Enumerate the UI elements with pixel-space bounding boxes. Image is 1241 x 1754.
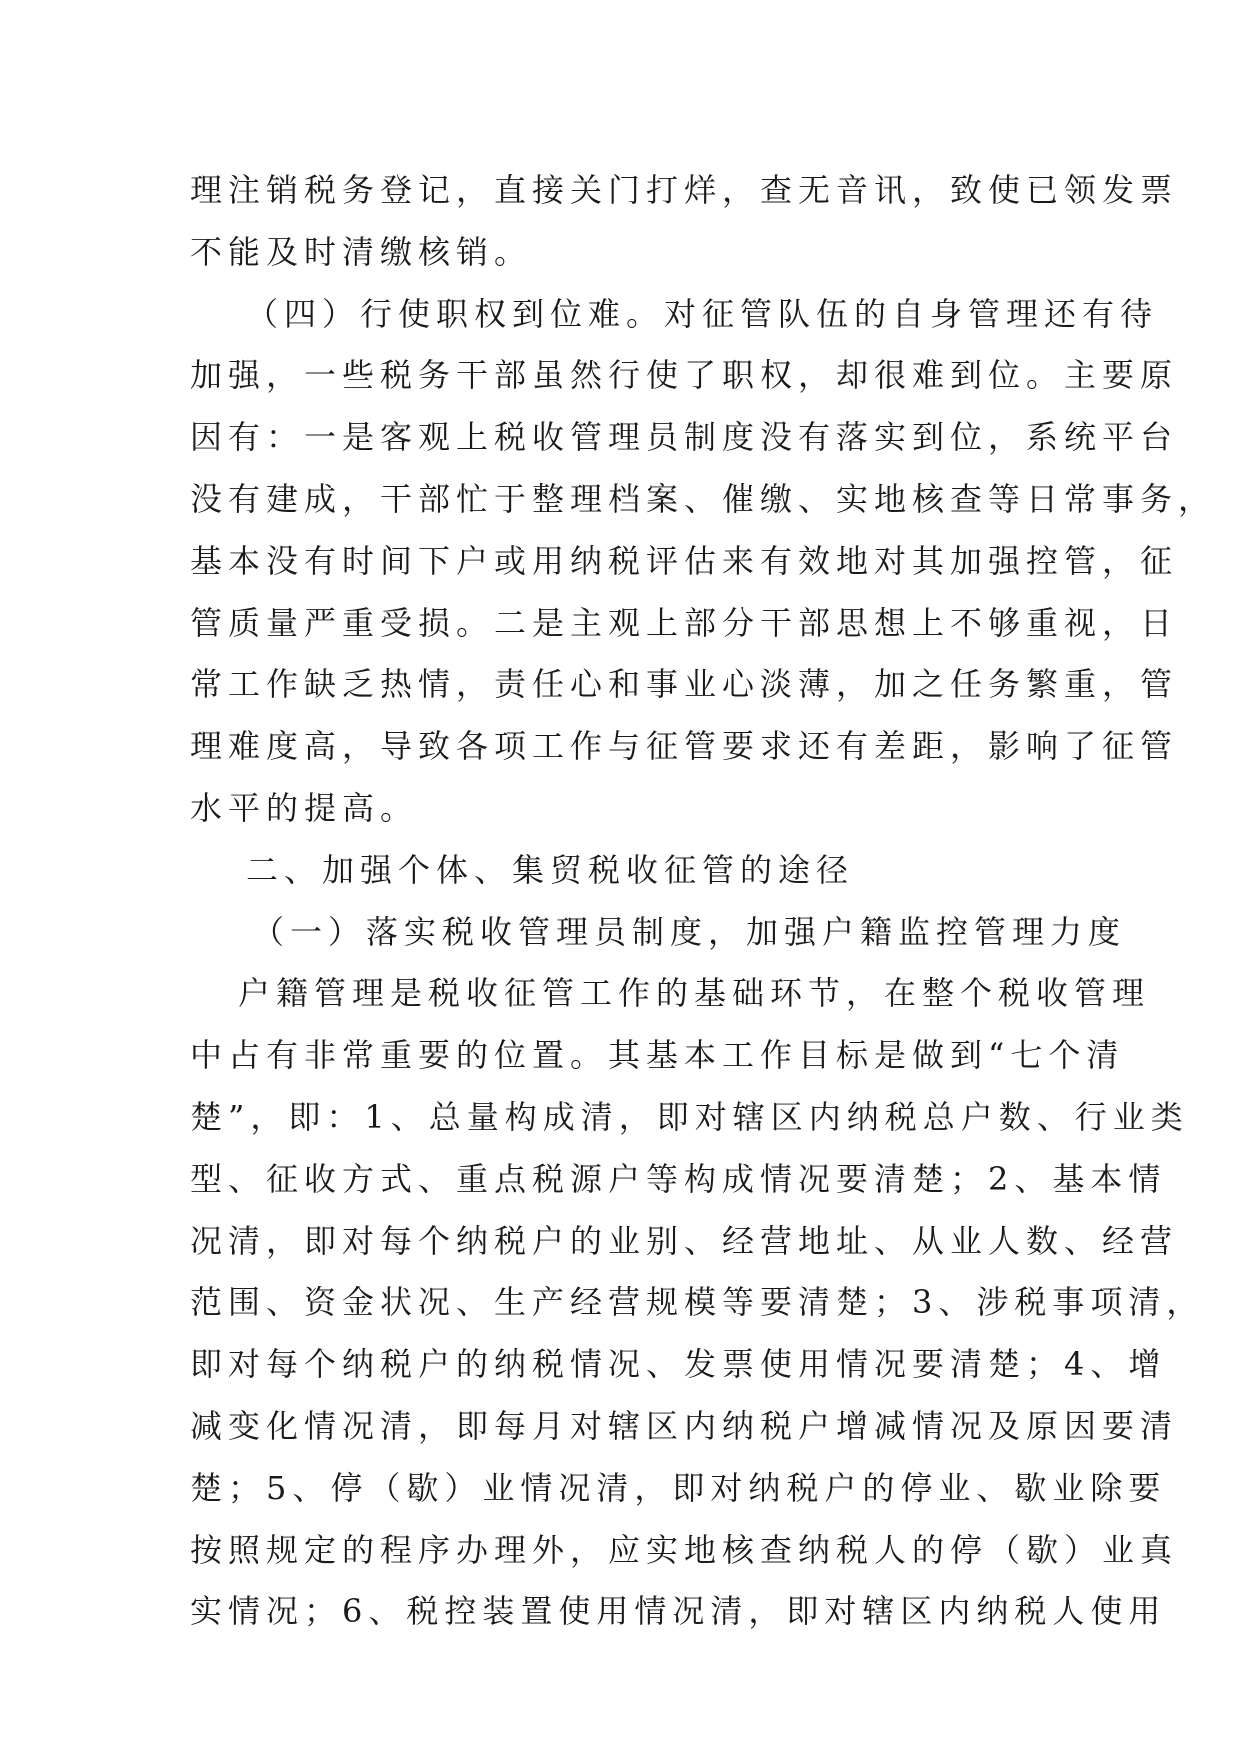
text-line: 加强，一些税务干部虽然行使了职权，却很难到位。主要原 (190, 356, 1179, 395)
text-line: 理注销税务登记，直接关门打烊，查无音讯，致使已领发票 (190, 171, 1179, 209)
text-line: 即对每个纳税户的纳税情况、发票使用情况要清楚；4、增 (190, 1345, 1167, 1384)
text-line: 管质量严重受损。二是主观上部分干部思想上不够重视，日 (190, 603, 1179, 642)
text-line: 范围、资金状况、生产经营规模等要清楚；3、涉税事项清， (190, 1283, 1205, 1322)
text-line: 不能及时清缴核销。 (190, 232, 533, 271)
text-line: 况清，即对每个纳税户的业别、经营地址、从业人数、经营 (190, 1221, 1179, 1260)
text-line: 中占有非常重要的位置。其基本工作目标是做到“七个清 (190, 1036, 1125, 1075)
text-line: 楚；5、停（歇）业情况清，即对纳税户的停业、歇业除要 (190, 1468, 1167, 1507)
document-body (190, 160, 1217, 1643)
text-line: 型、征收方式、重点税源户等构成情况要清楚；2、基本情 (190, 1159, 1167, 1198)
text-line: 没有建成，干部忙于整理档案、催缴、实地核查等日常事务， (190, 479, 1217, 518)
subsection-heading: （一）落实税收管理员制度，加强户籍监控管理力度 (252, 912, 1127, 951)
text-line: 实情况；6、税控装置使用情况清，即对辖区内纳税人使用 (190, 1592, 1167, 1631)
text-line: 基本没有时间下户或用纳税评估来有效地对其加强控管，征 (190, 541, 1179, 580)
text-line: 楚”，即：1、总量构成清，即对辖区内纳税总户数、行业类 (190, 1097, 1189, 1136)
paragraph-first-line: 户籍管理是税收征管工作的基础环节，在整个税收管理 (238, 974, 1151, 1013)
text-line: 按照规定的程序办理外，应实地核查纳税人的停（歇）业真 (190, 1530, 1179, 1569)
text-line: 常工作缺乏热情，责任心和事业心淡薄，加之任务繁重，管 (190, 665, 1179, 704)
text-line: 水平的提高。 (190, 788, 419, 827)
section-heading-line: （四）行使职权到位难。对征管队伍的自身管理还有待 (246, 294, 1159, 333)
text-line: 因有：一是客观上税收管理员制度没有落实到位，系统平台 (190, 418, 1179, 457)
section-heading: 二、加强个体、集贸税收征管的途径 (246, 850, 855, 889)
text-line: 理难度高，导致各项工作与征管要求还有差距，影响了征管 (190, 727, 1179, 766)
text-line: 减变化情况清，即每月对辖区内纳税户增减情况及原因要清 (190, 1406, 1179, 1445)
